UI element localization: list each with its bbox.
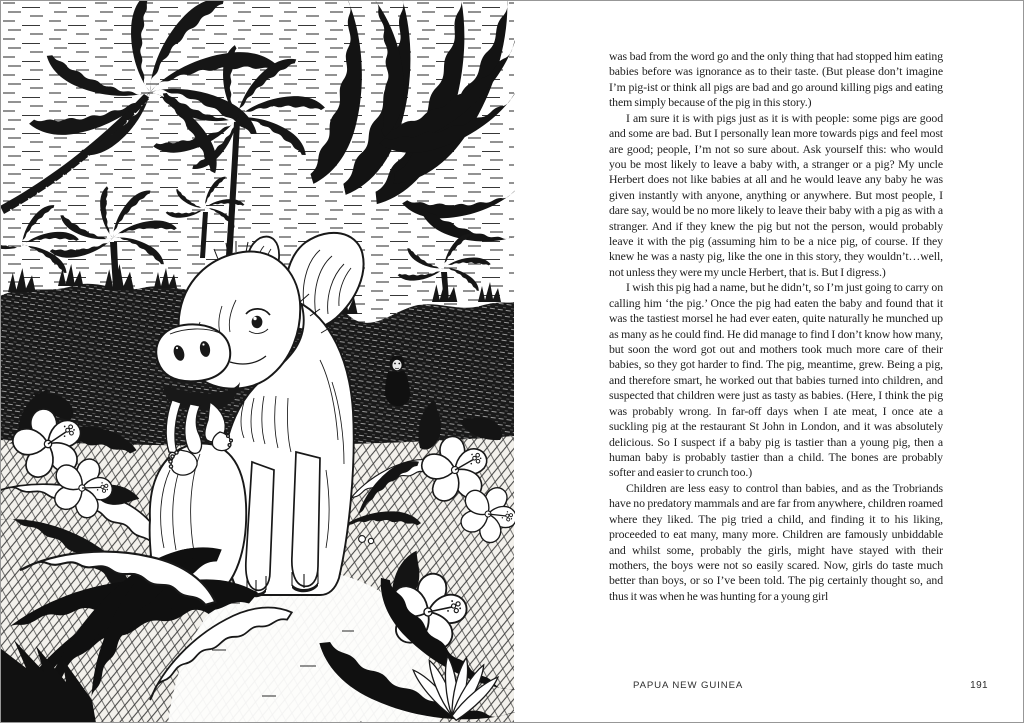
body-text	[609, 49, 943, 604]
running-head: PAPUA NEW GUINEA	[633, 680, 744, 691]
page-number: 191	[970, 680, 988, 691]
paragraph: was bad from the word go and the only thing that had stopped him eating babies before was ignorance as to their taste. (But please don’t imagine I’m pig-ist or think all pigs are bad and go around killing pigs and eating them simply because of the pig in this story.)	[609, 49, 943, 110]
paragraph: Children are less easy to control than babies, and as the Trobriands have no predatory mammals and are far from anywhere, children roamed where they liked. The pig tried a child, and finding it to his liking, proceeded to eat many, many more. Children are famously unbiddable and whilst some, probably the girls, might have stayed with their mothers, the boys were not so easily scared. Now, girls do taste much better than boys, or so I’ve been told. The pig certainly thought so, and thus it was when he was hunting for a young girl	[609, 480, 943, 603]
paragraph: I am sure it is with pigs just as it is with people: some pigs are good and some are bad. But I personally lean more towards pigs and feel most are good; people, I’m not so sure about. Ask yourself this: who would you be most likely to leave a baby with, a stranger or a pig? My uncle Herbert does not like babies at all and he would leave any baby he was given instantly with anyone, anything or anywhere. But most people, I dare say, would be no more likely to leave their baby with a pig as with a stranger. And if they knew the pig but not the person, would probably leave it with the pig (assuming him to be a nice pig, of course. If they knew he was a nasty pig, like the one in this story, they wouldn’t…well, not unless they were my uncle Herbert, that is. But I digress.)	[609, 110, 943, 279]
pig-snout	[156, 324, 230, 381]
right-page-text	[515, 0, 1024, 723]
paragraph: I wish this pig had a name, but he didn’t, so I’m just going to carry on calling him ‘the pig.’ Once the pig had eaten the baby and found that it was the tastiest morsel he had ever eaten, quite naturally he munched up as many as he could find. He did manage to find I don’t know how many, but soon the word got out and mothers took much more care of their babies, so they got harder to find. The pig, meantime, grew. Being a pig, and therefore smart, he worked out that babies turned into children, and suspected that children were just as tasty as babies. (Here, I think the pig was probably wrong. In far-off days when I ate meat, I once ate a suckling pig at the restaurant St John in London, and it was absolutely delicious. So I suspect if a baby pig is tastier than a young pig, then a human baby is probably tastier than a child. The bones are probably softer and easier to crunch too.)	[609, 280, 943, 480]
